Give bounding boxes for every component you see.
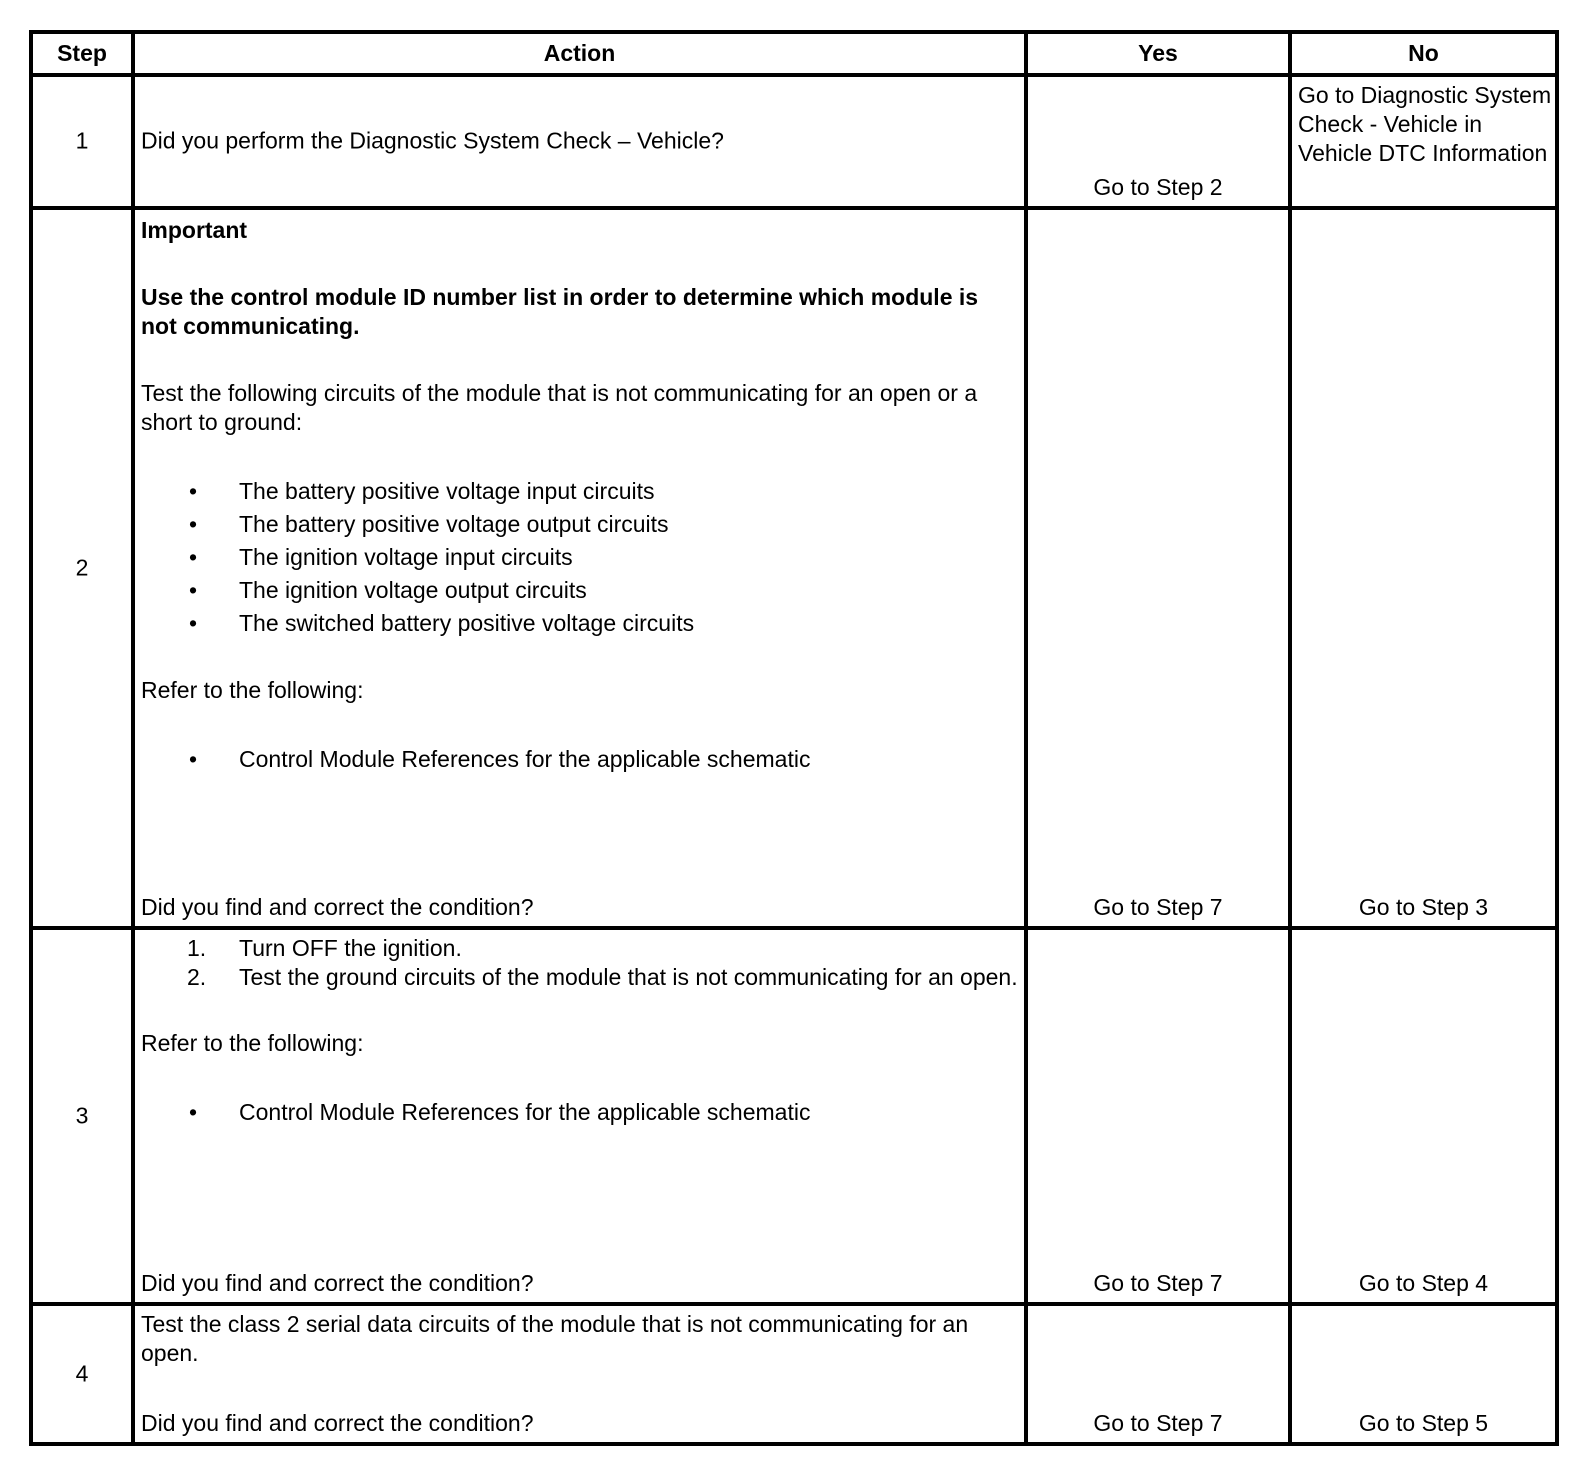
important-text: Use the control module ID number list in order to determine which module is not communicating. — [141, 283, 979, 339]
table-row — [31, 208, 1557, 929]
step-number: 4 — [75, 1360, 89, 1387]
list-item: • The ignition voltage input circuits — [141, 541, 1018, 574]
action-cell — [133, 928, 1026, 1304]
no-text: Go to Step 3 — [1358, 894, 1489, 921]
step-cell — [31, 75, 133, 208]
list-item: • Control Module References for the applicable schematic — [141, 1096, 1018, 1129]
no-text: Go to Step 5 — [1358, 1410, 1489, 1436]
step-number: 1 — [75, 127, 89, 154]
bullet-icon: • — [189, 576, 198, 603]
circuit-list — [141, 475, 1018, 640]
reference-list — [141, 743, 1018, 776]
procedure-list — [141, 934, 1018, 992]
action-text: Did you perform the Diagnostic System Check – Vehicle? — [141, 127, 724, 154]
header-action: Action — [133, 32, 1026, 75]
no-cell — [1290, 928, 1557, 1304]
bullet-icon: • — [189, 1099, 198, 1126]
question-text: Did you find and correct the condition? — [141, 894, 534, 921]
instruction-text: Test the class 2 serial data circuits of the module that is not communicating for an open. — [141, 1311, 969, 1367]
list-item: • The ignition voltage output circuits — [141, 574, 1018, 607]
list-item: • The battery positive voltage output circuits — [141, 508, 1018, 541]
header-yes: Yes — [1026, 32, 1290, 75]
action-cell — [133, 75, 1026, 208]
action-cell — [133, 1304, 1026, 1444]
question-text: Did you find and correct the condition? — [141, 1410, 534, 1436]
step-cell — [31, 208, 133, 929]
table-row — [31, 1304, 1557, 1444]
list-item: 1. Turn OFF the ignition. — [187, 935, 462, 962]
list-item: • The battery positive voltage input circuits — [141, 475, 1018, 508]
yes-cell — [1026, 1304, 1290, 1444]
list-item: • Control Module References for the applicable schematic — [141, 743, 1018, 776]
table-row — [31, 75, 1557, 208]
reference-list — [141, 1096, 1018, 1129]
bullet-icon: • — [189, 609, 198, 636]
diagnostic-table — [29, 30, 1559, 1446]
header-no: No — [1290, 32, 1557, 75]
bullet-icon: • — [189, 477, 198, 504]
no-cell — [1290, 75, 1557, 208]
yes-text: Go to Step 7 — [1093, 1270, 1223, 1297]
important-label: Important — [141, 216, 248, 243]
yes-cell — [1026, 75, 1290, 208]
question-text: Did you find and correct the condition? — [141, 1270, 534, 1297]
bullet-icon: • — [189, 745, 198, 772]
step-number: 3 — [75, 1102, 89, 1129]
yes-text: Go to Step 2 — [1093, 173, 1223, 200]
step-cell — [31, 1304, 133, 1444]
refer-label: Refer to the following: — [141, 1030, 364, 1057]
yes-cell — [1026, 928, 1290, 1304]
header-step: Step — [31, 32, 133, 75]
list-item: 2. Test the ground circuits of the module that is not communicating for an open. — [187, 964, 1018, 991]
list-item: • The switched battery positive voltage circuits — [141, 607, 1018, 640]
no-cell — [1290, 1304, 1557, 1444]
no-text: Go to Diagnostic System Check - Vehicle in Vehicle DTC Information — [1298, 82, 1552, 166]
no-text: Go to Step 4 — [1358, 1270, 1489, 1297]
step-number: 2 — [75, 554, 89, 581]
bullet-icon: • — [189, 543, 198, 570]
no-cell — [1290, 208, 1557, 929]
table-row — [31, 928, 1557, 1304]
header-row — [31, 32, 1557, 75]
instruction-text: Test the following circuits of the module that is not communicating for an open or a short to ground: — [141, 379, 978, 435]
step-cell — [31, 928, 133, 1304]
bullet-icon: • — [189, 510, 198, 537]
yes-text: Go to Step 7 — [1093, 1410, 1223, 1436]
yes-cell — [1026, 208, 1290, 929]
yes-text: Go to Step 7 — [1093, 894, 1223, 921]
action-cell — [133, 208, 1026, 929]
refer-label: Refer to the following: — [141, 676, 364, 703]
